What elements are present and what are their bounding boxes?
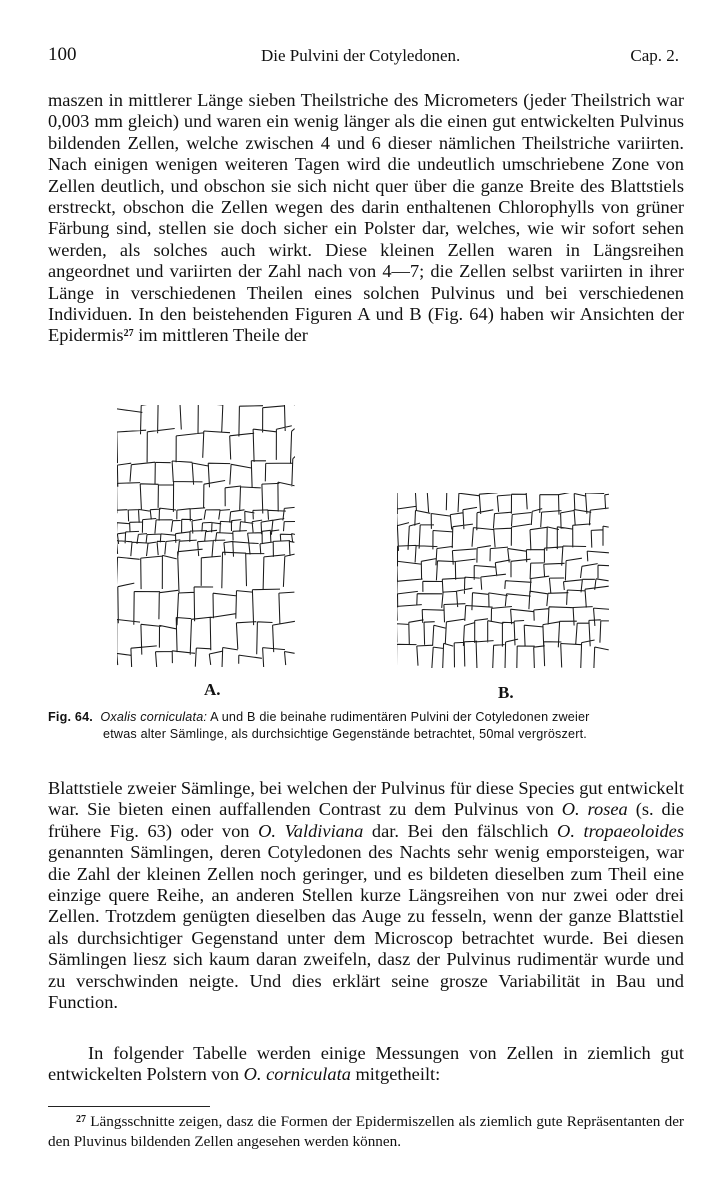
paragraph-2-text-2: (s. die frühere Fig. 63) oder von — [48, 799, 684, 841]
figure-a-cell-drawing — [117, 405, 295, 667]
paragraph-2-text-1: Blattstiele zweier Sämlinge, bei welchen der Pulvinus für diese Species gut entwickelt war. Sie bieten einen auffallenden Contrast zu dem Pulvinus von — [48, 778, 684, 820]
footnote-reference[interactable]: 27 — [123, 328, 134, 340]
paragraph-2-text-4: genannten Sämlingen, deren Cotyledonen des Nachts sehr wenig emporsteigen, war die Zahl der kleinen Zellen noch geringer, und es bildeten dieselben zum Theil eine einzige quere Reihe, an anderen Stellen kurze Längsreihen von nur zwei oder drei Zellen. Trotzdem genügten dieselben das Auge zu fesseln, wenn der ganze Blattstiel als durchsichtiger Gegenstand unter dem Microscop betrachtet wurde. Bei diesen Sämlingen liesz sich kaum daran zweifeln, dasz der Pulvinus rudimentär wurde und zu verschwinden neigte. Und dies erklärt seine grosze Variabilität in Bau und Function. — [48, 842, 684, 1013]
footnote-text: Längsschnitte zeigen, dasz die Formen der Epidermiszellen als ziemlich gute Repräsentanten der den Pluvinus bildenden Zellen angesehen werden können. — [48, 1113, 684, 1150]
figure-caption — [48, 709, 688, 743]
page-header — [48, 44, 679, 72]
caption-line-1: A und B die beinahe rudimentären Pulvini der Cotyledonen zweier — [207, 710, 590, 724]
paragraph-2 — [48, 778, 684, 1013]
footnote-rule — [48, 1106, 210, 1107]
species-corniculata: O. corniculata — [243, 1064, 351, 1085]
footnote — [48, 1112, 684, 1152]
paragraph-1 — [48, 90, 684, 347]
caption-line-2: etwas alter Sämlinge, als durchsichtige Gegenstände betrachtet, 50mal vergröszert. — [103, 727, 588, 741]
species-rosea: O. rosea — [561, 799, 628, 820]
figure-a-cell-walls — [117, 405, 295, 667]
paragraph-3 — [48, 1043, 684, 1086]
figure-b-cell-drawing — [397, 493, 609, 668]
page-number: 100 — [48, 44, 77, 65]
paragraph-1-tail: im mittleren Theile der — [133, 325, 308, 346]
figure-number: Fig. 64. — [48, 710, 93, 724]
caption-species: Oxalis corniculata: — [100, 710, 208, 724]
paragraph-1-text: maszen in mittlerer Länge sieben Theilstriche des Micrometers (jeder Theilstrich war 0,003 mm gleich) und waren ein wenig länger als die einen gut entwickelten Pulvinus bildenden Zellen, welche zwischen 4 und 6 dieser nämlichen Theilstriche variirten. Nach einigen wenigen weiteren Tagen wird die undeutlich umschriebene Zone von Zellen deutlich, und obschon sie sich nicht quer über die ganze Breite des Blattstiels erstreckt, obschon die Zellen wegen des darin enthaltenen Chlorophylls von grüner Färbung sind, stellen sie doch sicher ein Polster dar, welches, wie wir sofort sehen werden, als solches auch wirkt. Diese kleinen Zellen waren in Längsreihen angeordnet und variirten der Zahl nach von 4—7; die Zellen selbst variirten in ihrer Länge in verschiedenen Theilen eines solchen Pulvinus und bei verschiedenen Individuen. In den beistehenden Figuren A und B (Fig. 64) haben wir Ansichten der Epidermis — [48, 90, 684, 346]
species-valdiviana: O. Valdiviana — [258, 820, 364, 841]
species-tropaeoloides: O. tropaeoloides — [557, 820, 685, 841]
paragraph-3-text-2: mitgetheilt: — [350, 1064, 441, 1085]
figure-label-a: A. — [204, 680, 221, 699]
paragraph-3-text-1: In folgender Tabelle werden einige Messungen von Zellen in ziemlich gut entwickelten Polstern von — [48, 1043, 684, 1085]
footnote-marker: 27 — [76, 1114, 86, 1125]
figure-b-cell-walls — [397, 493, 609, 668]
paragraph-2-text-3: dar. Bei den fälschlich — [363, 820, 558, 841]
figure-label-b: B. — [498, 683, 514, 702]
chapter-label: Cap. 2. — [630, 46, 679, 65]
running-title: Die Pulvini der Cotyledonen. — [261, 46, 461, 65]
